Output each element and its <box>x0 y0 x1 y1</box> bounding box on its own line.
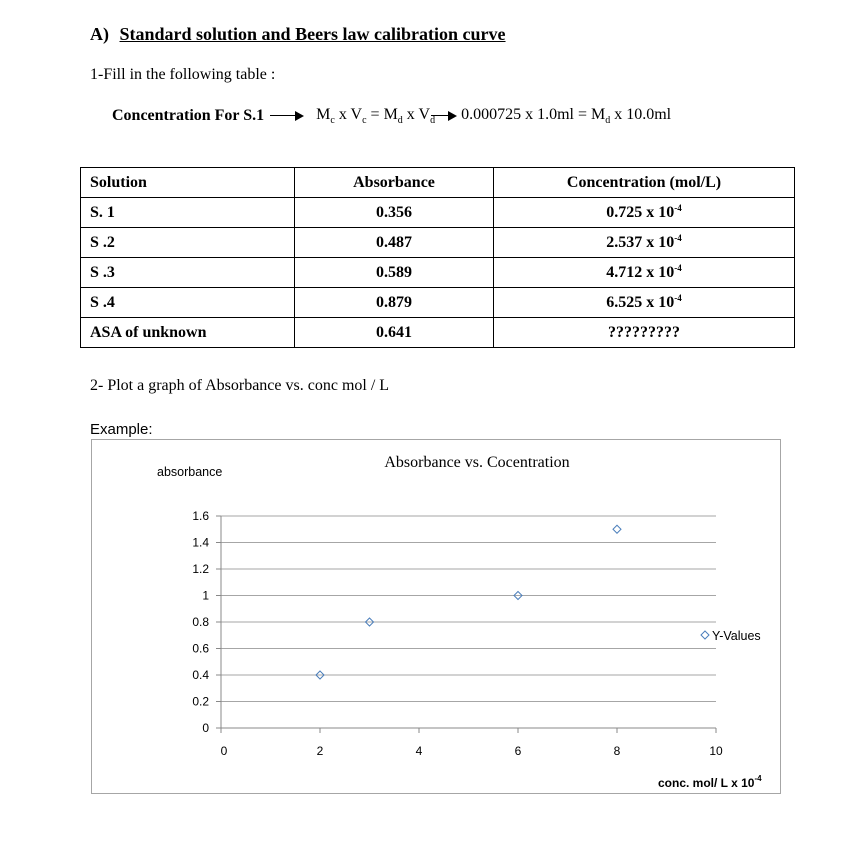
y-tick-label: 1.2 <box>192 562 209 576</box>
table-row <box>81 288 795 318</box>
x-tick-label: 0 <box>220 744 228 758</box>
legend-label: Y-Values <box>712 629 761 643</box>
header-solution: Solution <box>81 168 295 198</box>
cell-solution: ASA of unknown <box>81 318 295 348</box>
example-label: Example: <box>90 421 153 438</box>
cell-solution: S .3 <box>81 258 295 288</box>
cell-absorbance: 0.641 <box>295 318 494 348</box>
y-axis-label: absorbance <box>157 465 223 479</box>
table-row <box>81 228 795 258</box>
table-row <box>81 318 795 348</box>
cell-concentration: 4.712 x $10^{-4}$ <box>494 258 795 288</box>
cell-solution: S .4 <box>81 288 295 318</box>
concentration-formula <box>112 106 671 126</box>
calibration-chart <box>91 439 781 794</box>
y-tick-label: 0 <box>202 721 209 735</box>
table-row <box>81 258 795 288</box>
x-tick-label: 2 <box>316 744 324 758</box>
x-tick-label: 6 <box>514 744 522 758</box>
task2-instruction: 2- Plot a graph of Absorbance vs. conc mol / L <box>90 377 390 394</box>
section-heading <box>90 24 506 45</box>
arrow-right-icon <box>431 111 457 121</box>
x-tick-label: 4 <box>415 744 423 758</box>
cell-absorbance: 0.879 <box>295 288 494 318</box>
task1-instruction: 1-Fill in the following table : <box>90 66 276 83</box>
section-title: Standard solution and Beers law calibration curve <box>119 24 506 44</box>
arrow-right-icon <box>270 111 304 121</box>
y-tick-label: 0.4 <box>192 668 209 682</box>
results-table <box>80 167 795 348</box>
x-tick-label: 10 <box>709 744 723 758</box>
y-tick-label: 0.6 <box>192 641 209 656</box>
header-absorbance: Absorbance <box>295 168 494 198</box>
section-prefix: A) <box>90 24 109 44</box>
formula-step2: 0.000725 x $1.0ml = M_d$ x 10.0ml <box>461 106 672 127</box>
x-tick-label: 8 <box>613 744 621 758</box>
formula-label: Concentration For S.1 <box>112 107 265 125</box>
y-tick-label: 0.2 <box>192 694 209 709</box>
cell-absorbance: 0.356 <box>295 198 494 228</box>
y-tick-label: 1.6 <box>192 509 209 523</box>
cell-solution: S. 1 <box>81 198 295 228</box>
x-axis-label: conc. mol/ L x $10^{-4}$ <box>658 774 762 790</box>
cell-concentration: 6.525 x $10^{-4}$ <box>494 288 795 318</box>
formula-step1: $M_c$ x $V_c = M_d$ x $V_d$ <box>316 106 436 127</box>
cell-absorbance: 0.589 <box>295 258 494 288</box>
cell-absorbance: 0.487 <box>295 228 494 258</box>
cell-solution: S .2 <box>81 228 295 258</box>
chart-title: Absorbance vs. Cocentration <box>384 454 570 471</box>
cell-concentration: ????????? <box>494 318 795 348</box>
y-tick-label: 1 <box>202 588 209 603</box>
table-row <box>81 198 795 228</box>
cell-concentration: 0.725 x $10^{-4}$ <box>494 198 795 228</box>
header-concentration: Concentration (mol/L) <box>494 168 795 198</box>
table-header-row <box>81 168 795 198</box>
cell-concentration: 2.537 x $10^{-4}$ <box>494 228 795 258</box>
y-tick-label: 0.8 <box>192 615 209 629</box>
y-tick-label: 1.4 <box>192 535 209 550</box>
